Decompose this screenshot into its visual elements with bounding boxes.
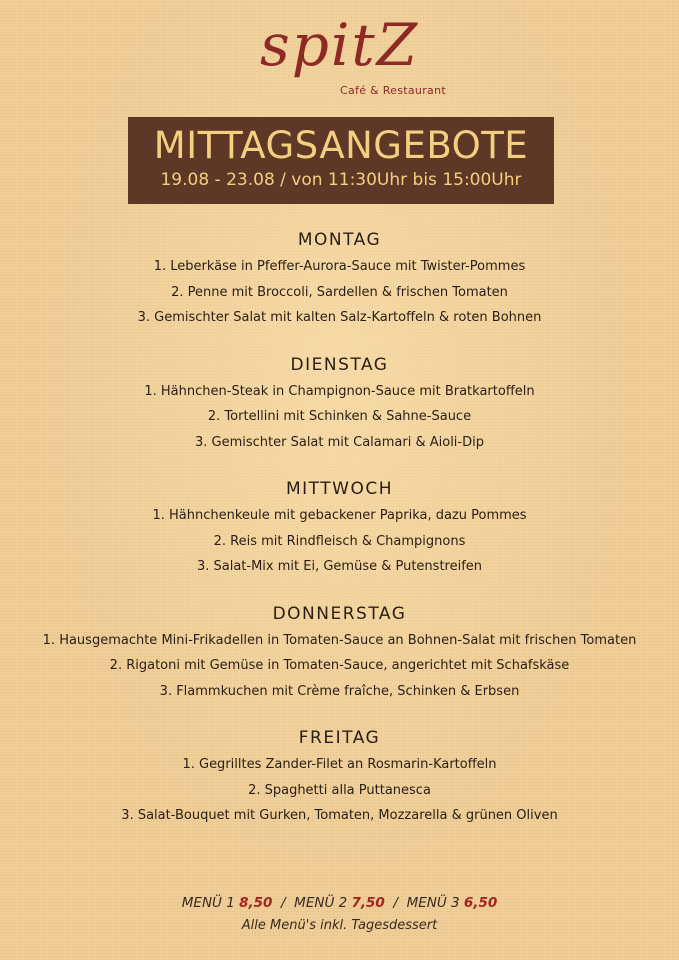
dessert-note: Alle Menü's inkl. Tagesdessert — [241, 918, 438, 933]
day-heading: MONTAG — [297, 230, 382, 250]
menu-3-price: 6,50 — [463, 895, 498, 911]
dish-item: 1. Hähnchen-Steak in Champignon-Sauce mit Bratkartoffeln — [144, 383, 535, 399]
offer-banner — [128, 117, 554, 204]
dish-item: 1. Hähnchenkeule mit gebackener Paprika, dazu Pommes — [152, 508, 527, 523]
banner-title: MITTAGSANGEBOTE — [153, 124, 529, 167]
menu-prices — [0, 893, 679, 913]
dish-item: 3. Gemischter Salat mit Calamari & Aioli-Dip — [194, 434, 484, 450]
day-heading: MITTWOCH — [286, 479, 393, 499]
weekly-menu — [0, 230, 679, 853]
menu-3-label: MENÜ 3 — [406, 895, 460, 911]
dish-item: 2. Spaghetti alla Puttanesca — [248, 782, 431, 798]
dish-item: 2. Rigatoni mit Gemüse in Tomaten-Sauce, angerichtet mit Schafskäse — [109, 658, 570, 673]
menu-2-label: MENÜ 2 — [294, 895, 348, 911]
day-section-freitag — [0, 728, 679, 829]
dish-item: 3. Gemischter Salat mit kalten Salz-Kartoffeln & roten Bohnen — [137, 310, 542, 325]
day-heading: DONNERSTAG — [272, 603, 407, 624]
dish-item: 2. Reis mit Rindfleisch & Champignons — [213, 533, 466, 549]
price-separator: / — [393, 895, 398, 911]
dish-item: 2. Tortellini mit Schinken & Sahne-Sauce — [207, 409, 472, 424]
dish-item: 3. Salat-Bouquet mit Gurken, Tomaten, Mozzarella & grünen Oliven — [121, 808, 558, 823]
logo-wordmark: spitZ — [259, 11, 420, 79]
day-section-donnerstag — [0, 604, 679, 705]
banner-date-time: 19.08 - 23.08 / von 11:30Uhr bis 15:00Uhr — [160, 170, 522, 190]
dish-item: 2. Penne mit Broccoli, Sardellen & frischen Tomaten — [171, 284, 508, 300]
menu-1-label: MENÜ 1 — [181, 895, 235, 911]
day-heading: FREITAG — [298, 728, 381, 748]
day-section-montag — [0, 230, 679, 331]
dish-item: 3. Flammkuchen mit Crème fraîche, Schinken & Erbsen — [159, 683, 520, 699]
logo-subtitle: Café & Restaurant — [340, 84, 446, 97]
day-section-mittwoch — [0, 479, 679, 580]
day-heading: DIENSTAG — [290, 354, 389, 375]
dish-item: 1. Hausgemachte Mini-Frikadellen in Tomaten-Sauce an Bohnen-Salat mit frischen Tomaten — [42, 632, 637, 648]
dish-item: 3. Salat-Mix mit Ei, Gemüse & Putenstreifen — [196, 559, 483, 574]
price-separator: / — [281, 895, 286, 911]
price-footer — [0, 893, 679, 936]
day-section-dienstag — [0, 355, 679, 456]
logo — [0, 11, 679, 97]
dish-item: 1. Gegrilltes Zander-Filet an Rosmarin-Kartoffeln — [182, 757, 497, 772]
menu-1-price: 8,50 — [239, 895, 273, 911]
menu-2-price: 7,50 — [351, 895, 385, 911]
dish-item: 1. Leberkäse in Pfeffer-Aurora-Sauce mit Twister-Pommes — [153, 259, 526, 274]
